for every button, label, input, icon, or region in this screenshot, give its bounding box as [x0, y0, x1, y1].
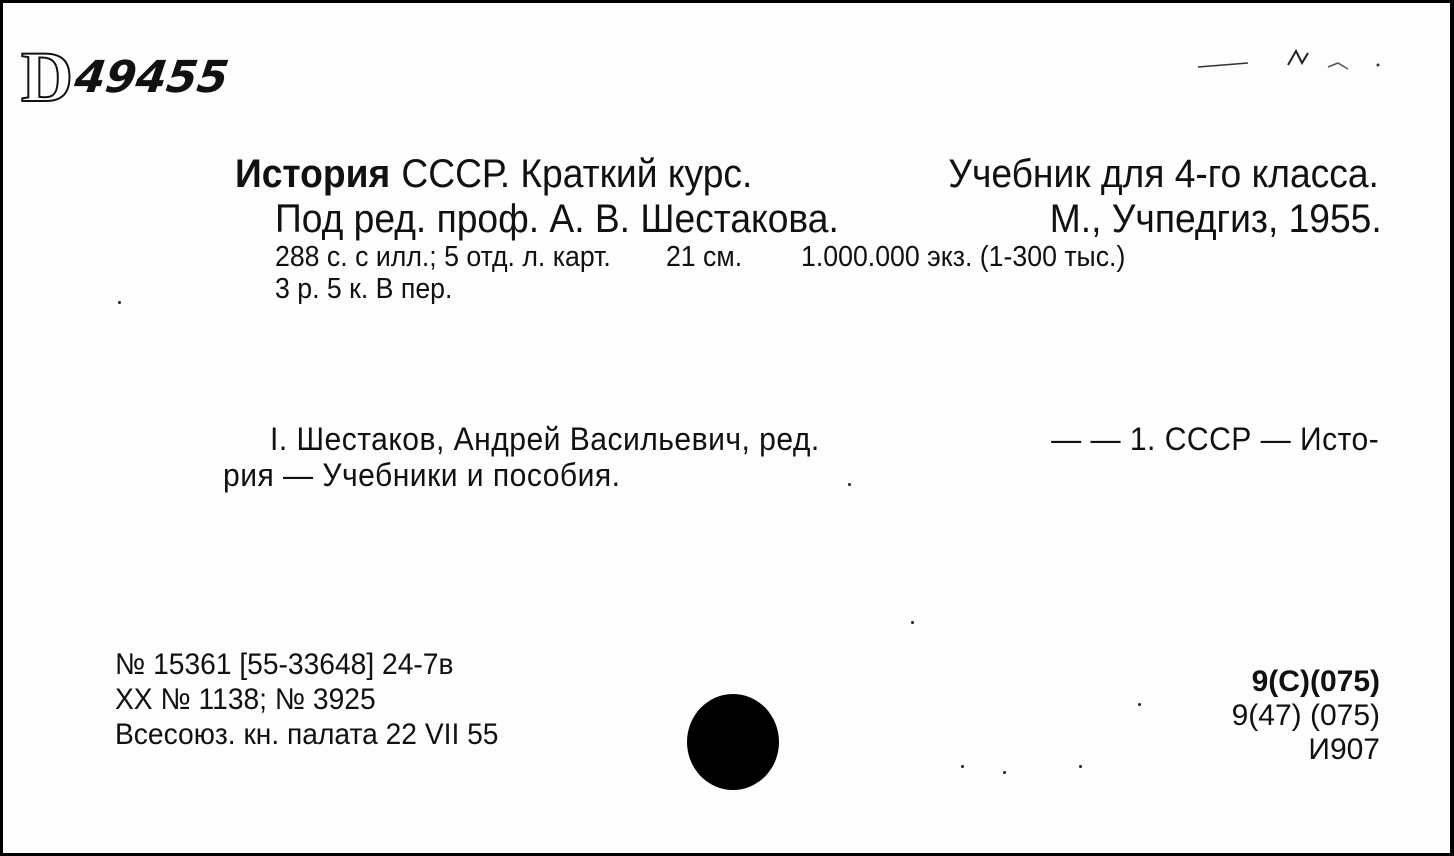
dust-speck	[1079, 765, 1082, 768]
price: 3 р. 5 к. В пер.	[275, 273, 453, 305]
imprint: М., Учпедгиз, 1955.	[1049, 197, 1382, 241]
class-code-2: 9(47) (075)	[1231, 699, 1380, 732]
classification	[1232, 665, 1380, 767]
title-heading: История	[235, 152, 391, 196]
dust-speck	[911, 621, 914, 624]
bibliographic-description	[235, 151, 1395, 305]
editor-line	[275, 197, 1382, 241]
title-rest: СССР. Краткий курс.	[401, 152, 753, 196]
punch-hole	[687, 694, 779, 790]
editor-statement: Под ред. проф. А. В. Шестакова.	[275, 197, 839, 241]
tracings	[223, 421, 1393, 493]
call-mark-number: 49455	[71, 52, 232, 103]
title-line	[235, 151, 1379, 197]
call-mark-letter: D	[21, 37, 73, 117]
dust-speck	[1138, 703, 1141, 706]
card-number: № 15361 [55-33648] 24-7в	[115, 648, 454, 681]
production-data	[115, 647, 523, 752]
tracing-line-2: рия — Учебники и пособия.	[223, 457, 621, 493]
subject-entry: — — 1. СССР — Исто-	[1051, 421, 1380, 457]
physical-description	[275, 241, 1305, 273]
title-subtitle: Учебник для 4-го класса.	[948, 152, 1379, 196]
dust-speck	[961, 765, 964, 768]
dust-speck	[848, 483, 851, 486]
pencil-scribble	[1188, 43, 1388, 73]
dust-speck	[1003, 771, 1006, 774]
price-line	[275, 273, 1305, 305]
author-mark: И907	[1308, 733, 1380, 766]
size: 21 см.	[665, 241, 743, 273]
order-number: XX № 1138; № 3925	[115, 683, 376, 716]
call-mark	[21, 37, 232, 117]
pages: 288 с. с илл.; 5 отд. л. карт.	[275, 241, 611, 273]
tracing-line-1	[223, 421, 1379, 457]
print-run: 1.000.000 экз. (1-300 тыс.)	[801, 241, 1126, 273]
class-code-1: 9(C)(075)	[1251, 665, 1380, 698]
added-entry: I. Шестаков, Андрей Васильевич, ред.	[270, 421, 820, 457]
dust-speck	[118, 301, 121, 304]
chamber-stamp: Всесоюз. кн. палата 22 VII 55	[115, 718, 499, 751]
